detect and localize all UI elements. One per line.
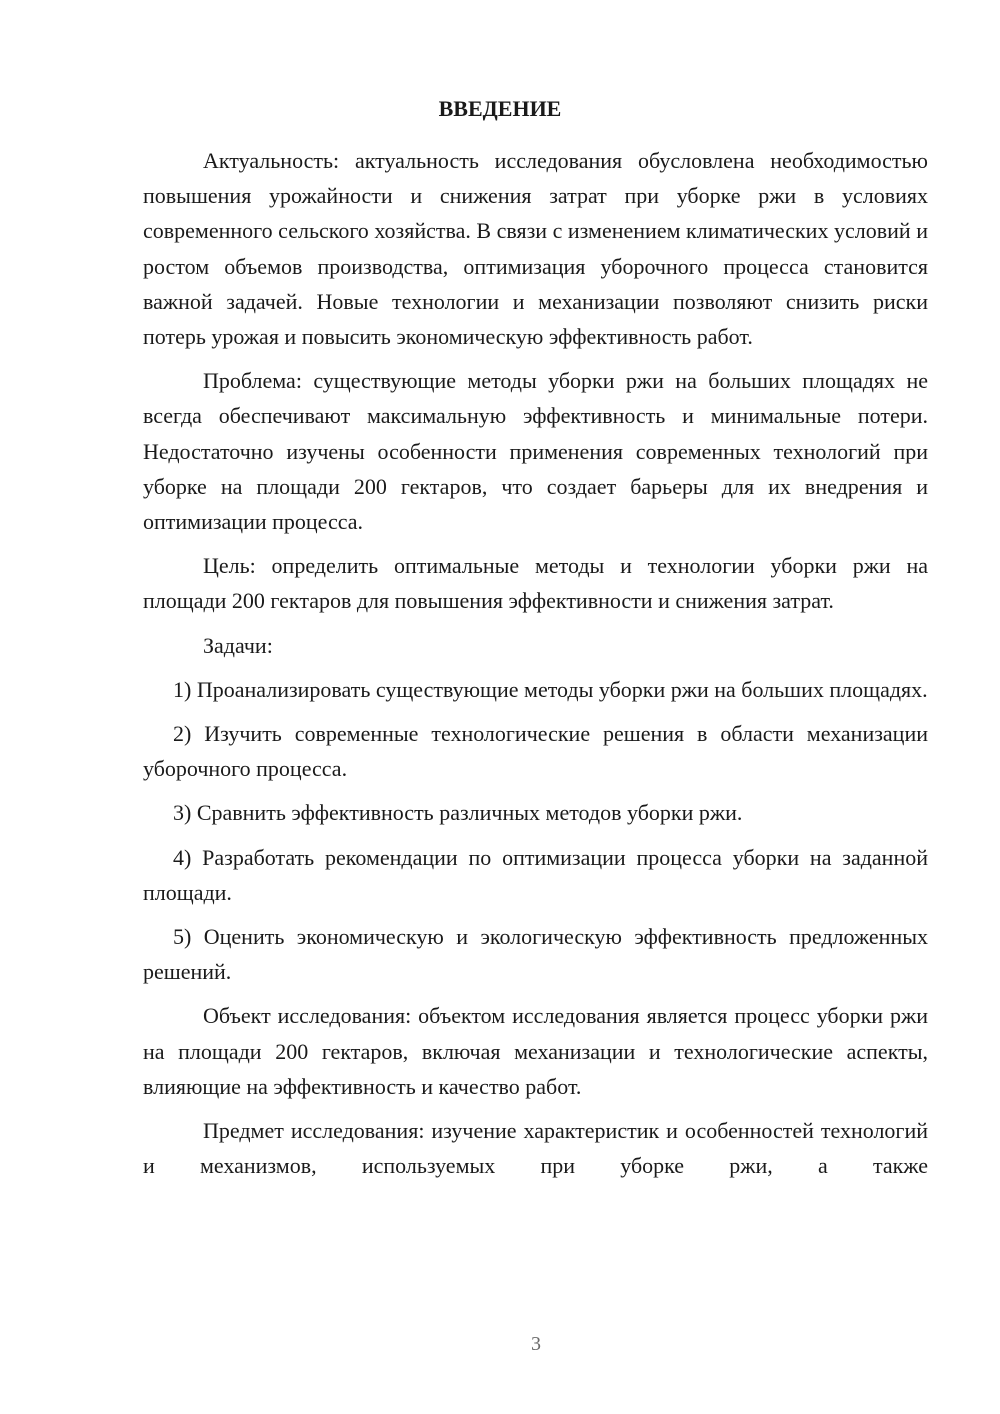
paragraph-problem: Проблема: существующие методы уборки ржи на больших площадях не всегда обеспечивают максимальную эффективность и минимальные потери. Недостаточно изучены особенности применения современных технологий при уборке на площади 200 гектаров, что создает барьеры для их внедрения и оптимизации процесса. [143,368,928,535]
list-item-task-1: 1) Проанализировать существующие методы уборки ржи на больших площадях. [173,676,928,702]
list-item-task-3: 3) Сравнить эффективность различных методов уборки ржи. [173,800,743,826]
paragraph-tasks-heading: Задачи: [203,632,273,658]
list-item-task-5: 5) Оценить экономическую и экологическую эффективность предложенных решений. [143,924,928,985]
paragraph-subject: Предмет исследования: изучение характеристик и особенностей технологий и механизмов, используемых при уборке ржи, а также [143,1118,928,1179]
paragraph-goal: Цель: определить оптимальные методы и технологии уборки ржи на площади 200 гектаров для повышения эффективности и снижения затрат. [143,553,928,614]
page-number: 3 [531,1333,541,1355]
paragraph-relevance: Актуальность: актуальность исследования обусловлена необходимостью повышения урожайности и снижения затрат при уборке ржи в условиях современного сельского хозяйства. В связи с изменением климатических условий и ростом объемов производства, оптимизация уборочного процесса становится важной задачей. Новые технологии и механизации позволяют снизить риски потерь урожая и повысить экономическую эффективность работ. [143,148,928,350]
list-item-task-2: 2) Изучить современные технологические решения в области механизации уборочного процесса. [143,721,928,782]
list-item-task-4: 4) Разработать рекомендации по оптимизации процесса уборки на заданной площади. [143,844,928,905]
paragraph-object: Объект исследования: объектом исследования является процесс уборки ржи на площади 200 гектаров, включая механизации и технологические аспекты, влияющие на эффективность и качество работ. [143,1003,928,1099]
page-title: ВВЕДЕНИЕ [438,96,562,121]
document-body [143,143,928,1192]
